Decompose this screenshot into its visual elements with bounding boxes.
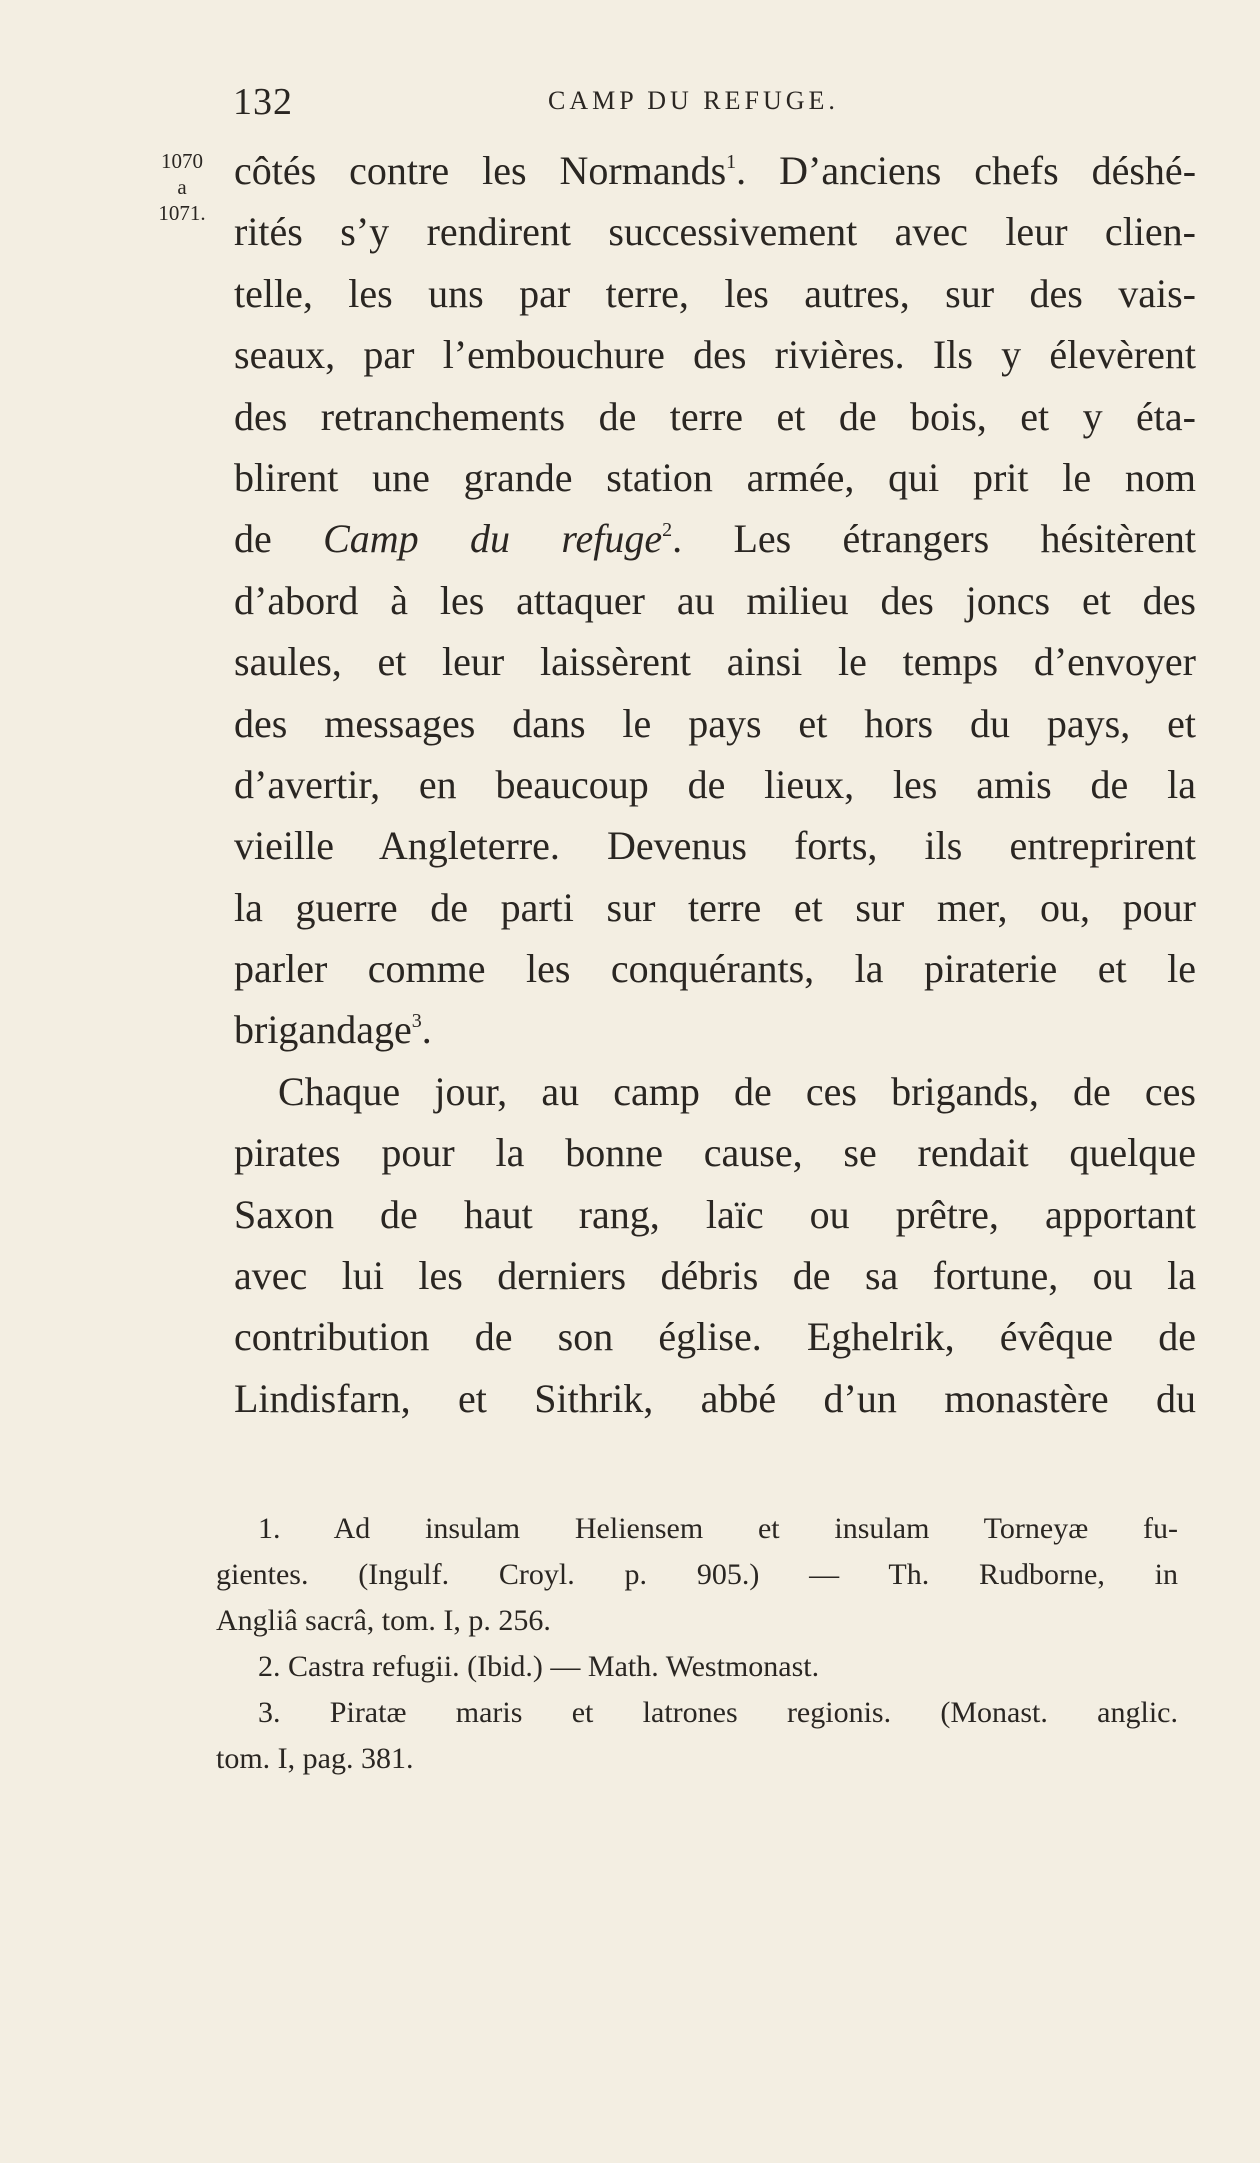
text-line: pirates pour la bonne cause, se rendait quelque xyxy=(234,1130,1196,1176)
footnote-line: 1. Ad insulam Heliensem et insulam Torneyæ fu- xyxy=(258,1512,1178,1545)
footnote-line: gientes. (Ingulf. Croyl. p. 905.) — Th. Rudborne, in xyxy=(216,1558,1178,1591)
margin-date-line: a xyxy=(177,175,187,199)
text-line: côtés contre les Normands$^1$. D’anciens chefs déshé- xyxy=(234,148,1197,193)
footnote-line: tom. I, pag. 381. xyxy=(216,1742,414,1775)
footnotes xyxy=(216,1506,1178,1782)
text-line: la guerre de parti sur terre et sur mer, ou, pour xyxy=(234,884,1196,930)
footnote xyxy=(216,1644,1178,1690)
footnote-ref: 1 xyxy=(726,151,737,173)
text-line: rités s’y rendirent successivement avec leur clien- xyxy=(234,209,1196,255)
text-line: Lindisfarn, et Sithrik, abbé d’un monastère du xyxy=(234,1375,1196,1421)
footnote-line: 2. Castra refugii. (Ibid.) — Math. Westmonast. xyxy=(258,1650,820,1683)
footnote-line: 3. Piratæ maris et latrones regionis. (Monast. anglic. xyxy=(258,1696,1178,1729)
text-line: saules, et leur laissèrent ainsi le temps d’envoyer xyxy=(234,639,1196,685)
text-line: telle, les uns par terre, les autres, sur des vais- xyxy=(234,270,1196,316)
text-line: d’avertir, en beaucoup de lieux, les amis de la xyxy=(234,761,1196,807)
footnote-ref: 3 xyxy=(411,1010,422,1033)
footnote-ref: 2 xyxy=(662,519,673,542)
text-line: des retranchements de terre et de bois, et y éta- xyxy=(234,393,1196,439)
text-line: avec lui les derniers débris de sa fortune, ou la xyxy=(234,1253,1196,1299)
footnote xyxy=(216,1690,1178,1782)
text-line: d’abord à les attaquer au milieu des joncs et des xyxy=(234,577,1196,623)
footnote xyxy=(216,1506,1178,1644)
text-line: brigandage$^3$. xyxy=(234,1007,432,1053)
margin-date-note xyxy=(152,148,212,226)
text-line: de Camp du refuge$^2$. Les étrangers hésitèrent xyxy=(234,516,1196,562)
body-text xyxy=(234,140,1196,1429)
text-line: vieille Angleterre. Devenus forts, ils entreprirent xyxy=(234,823,1196,869)
margin-date-line: 1070 xyxy=(161,149,203,173)
text-line: parler comme les conquérants, la piraterie et le xyxy=(234,946,1196,992)
footnote-line: Angliâ sacrâ, tom. I, p. 256. xyxy=(216,1604,551,1637)
text-line: contribution de son église. Eghelrik, évêque de xyxy=(234,1314,1196,1360)
page-number: 132 xyxy=(233,81,293,123)
text-line: blirent une grande station armée, qui prit le nom xyxy=(234,454,1196,500)
text-line: des messages dans le pays et hors du pays, et xyxy=(234,700,1196,746)
text-line: Chaque jour, au camp de ces brigands, de ces xyxy=(278,1068,1196,1114)
text-line: seaux, par l’embouchure des rivières. Ils y élevèrent xyxy=(234,332,1196,378)
page-header xyxy=(230,80,1190,130)
running-title: CAMP DU REFUGE. xyxy=(548,86,839,115)
italic-term: Camp du refuge xyxy=(323,516,663,562)
text-line: Saxon de haut rang, laïc ou prêtre, apportant xyxy=(234,1191,1196,1237)
margin-date-line: 1071. xyxy=(158,201,206,225)
